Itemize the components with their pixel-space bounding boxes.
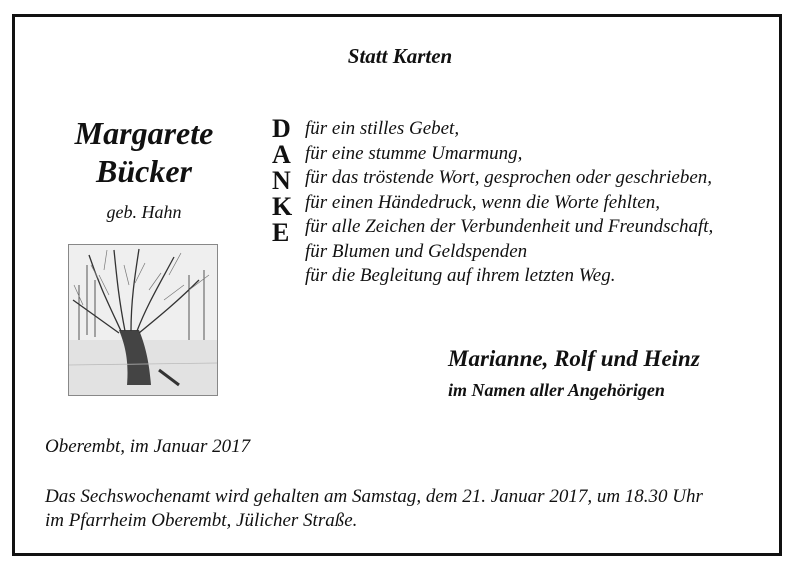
danke-letter: E: [272, 218, 290, 247]
danke-acrostic: [272, 116, 300, 246]
thanks-line: für eine stumme Umarmung,: [305, 142, 523, 164]
deceased-last-name: Bücker: [96, 153, 192, 189]
notice-header: Statt Karten: [347, 44, 453, 68]
danke-letter: N: [272, 166, 291, 195]
signature-names: Marianne, Rolf und Heinz: [448, 346, 700, 371]
danke-letter: A: [272, 140, 291, 169]
service-line: im Pfarrheim Oberembt, Jülicher Straße.: [45, 510, 358, 531]
thanks-line: für die Begleitung auf ihrem letzten Weg.: [305, 265, 616, 286]
deceased-maiden-name: geb. Hahn: [106, 202, 182, 222]
thanks-line: für alle Zeichen der Verbundenheit und Freundschaft,: [305, 216, 714, 237]
thanks-line: für einen Händedruck, wenn die Worte fehlten,: [305, 191, 660, 213]
danke-letter: D: [272, 114, 291, 143]
thanks-line: für ein stilles Gebet,: [305, 118, 460, 139]
deceased-first-name: Margarete: [74, 115, 214, 151]
service-line: Das Sechswochenamt wird gehalten am Samstag, dem 21. Januar 2017, um 18.30 Uhr: [45, 486, 703, 507]
thanks-line: für das tröstende Wort, gesprochen oder geschrieben,: [305, 167, 713, 188]
place-date: Oberembt, im Januar 2017: [45, 436, 251, 457]
signature-subtitle: im Namen aller Angehörigen: [448, 380, 665, 400]
tree-photo: [68, 244, 218, 396]
thanks-list: [305, 117, 713, 289]
thanks-line: für Blumen und Geldspenden: [305, 240, 528, 262]
danke-letter: K: [272, 192, 293, 221]
deceased-block: [44, 114, 244, 223]
service-info: [45, 485, 703, 533]
